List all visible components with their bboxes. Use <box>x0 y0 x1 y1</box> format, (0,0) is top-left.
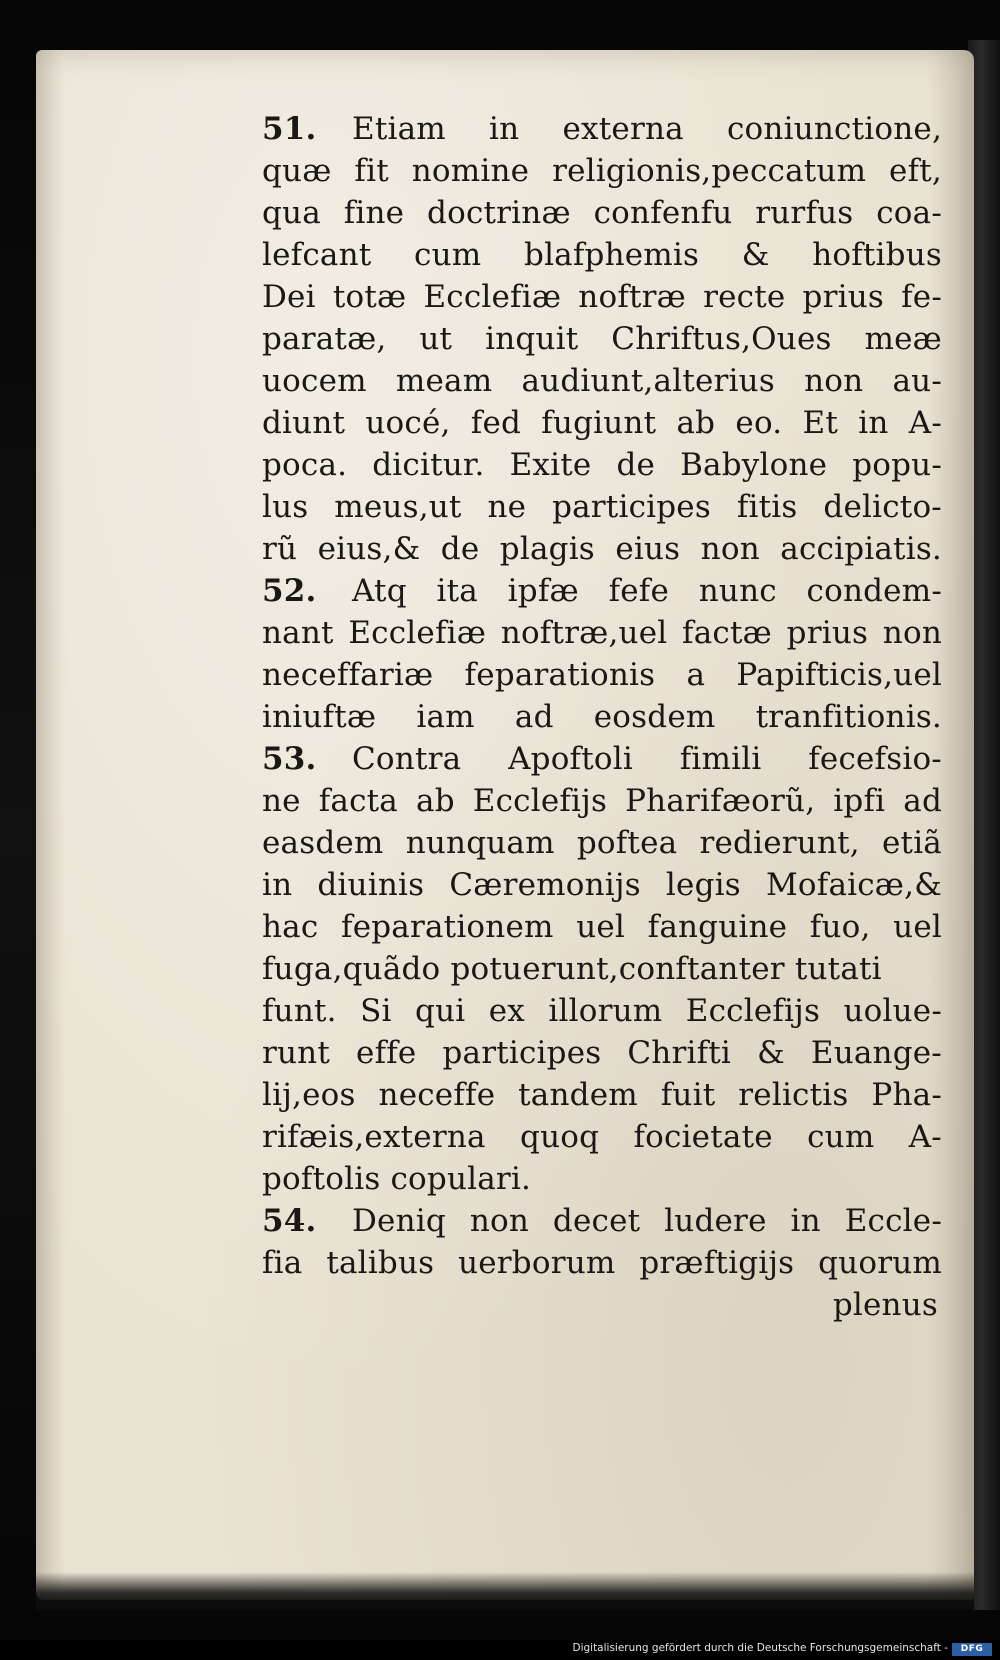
text-line <box>262 150 942 192</box>
text-line <box>262 948 942 990</box>
line-text: nant Ecclefiæ noftræ,uel factæ prius non <box>262 615 942 651</box>
line-text: Etiam in externa coniunctione, <box>352 111 942 147</box>
line-text: Deniq non decet ludere in Eccle- <box>352 1203 942 1239</box>
dfg-logo-icon: DFG <box>952 1643 992 1656</box>
text-line <box>262 192 942 234</box>
line-text: Atq ita ipfæ fefe nunc condem- <box>352 573 942 609</box>
paragraph-number: 51. <box>262 111 317 147</box>
page-text <box>262 108 942 1326</box>
line-text: easdem nunquam poftea redierunt, etiã <box>262 825 942 861</box>
line-text: lefcant cum blafphemis & hoftibus <box>262 237 942 273</box>
text-line <box>262 276 942 318</box>
line-text: ne facta ab Ecclefijs Pharifæorũ, ipfi ad <box>262 783 942 819</box>
line-text: qua fine doctrinæ confenfu rurfus coa- <box>262 195 942 231</box>
line-text: rifæis,externa quoq focietate cum A- <box>262 1119 942 1155</box>
line-text: Contra Apoftoli fimili fecefsio- <box>352 741 942 777</box>
line-text: quæ fit nomine religionis,peccatum eft, <box>262 153 942 189</box>
line-text: lus meus,ut ne participes fitis delicto- <box>262 489 942 525</box>
line-text: in diuinis Cæremonijs legis Mofaicæ,& <box>262 867 942 903</box>
paragraph-number: 53. <box>262 741 317 777</box>
text-line <box>262 1158 942 1200</box>
line-text: iniuftæ iam ad eosdem tranfitionis. <box>262 699 942 735</box>
text-line <box>262 654 942 696</box>
line-text: runt effe participes Chrifti & Euange- <box>262 1035 942 1071</box>
line-text: rũ eius,& de plagis eius non accipiatis. <box>262 531 942 567</box>
paragraph-number: 52. <box>262 573 317 609</box>
text-line <box>262 990 942 1032</box>
text-line <box>262 1116 942 1158</box>
line-text: fia talibus uerborum præftigijs quorum <box>262 1245 942 1281</box>
line-text: Dei totæ Ecclefiæ noftræ recte prius fe- <box>262 279 942 315</box>
digitization-credit: Digitalisierung gefördert durch die Deutsche Forschungsgemeinschaft - <box>572 1642 948 1654</box>
line-text: hac feparationem uel fanguine fuo, uel <box>262 909 942 945</box>
footer-bar <box>0 1640 1000 1660</box>
text-line <box>262 108 942 150</box>
line-text: fuga,quãdo potuerunt,conftanter tutati <box>262 951 882 987</box>
text-line <box>262 1200 942 1242</box>
line-text: neceffariæ feparationis a Papifticis,uel <box>262 657 942 693</box>
line-text: poca. dicitur. Exite de Babylone popu- <box>262 447 942 483</box>
text-line <box>262 1074 942 1116</box>
text-line <box>262 822 942 864</box>
line-text: poftolis copulari. <box>262 1161 532 1197</box>
text-line <box>262 906 942 948</box>
text-line <box>262 612 942 654</box>
text-line <box>262 864 942 906</box>
page-bottom-shadow <box>36 1572 974 1610</box>
text-line <box>262 402 942 444</box>
line-text: paratæ, ut inquit Chriftus,Oues meæ <box>262 321 942 357</box>
paragraph-number: 54. <box>262 1203 317 1239</box>
text-line <box>262 696 942 738</box>
line-text: diunt uocé, fed fugiunt ab eo. Et in A- <box>262 405 942 441</box>
text-line <box>262 318 942 360</box>
text-line <box>262 780 942 822</box>
text-line <box>262 360 942 402</box>
line-text: funt. Si qui ex illorum Ecclefijs uolue- <box>262 993 942 1029</box>
text-line <box>262 738 942 780</box>
text-line <box>262 444 942 486</box>
line-text: lij,eos neceffe tandem fuit relictis Pha- <box>262 1077 942 1113</box>
text-line <box>262 570 942 612</box>
text-line <box>262 234 942 276</box>
text-line <box>262 1242 942 1284</box>
line-text: uocem meam audiunt,alterius non au- <box>262 363 942 399</box>
text-line <box>262 528 942 570</box>
text-line <box>262 1032 942 1074</box>
catchword: plenus <box>832 1287 938 1323</box>
text-line <box>262 486 942 528</box>
